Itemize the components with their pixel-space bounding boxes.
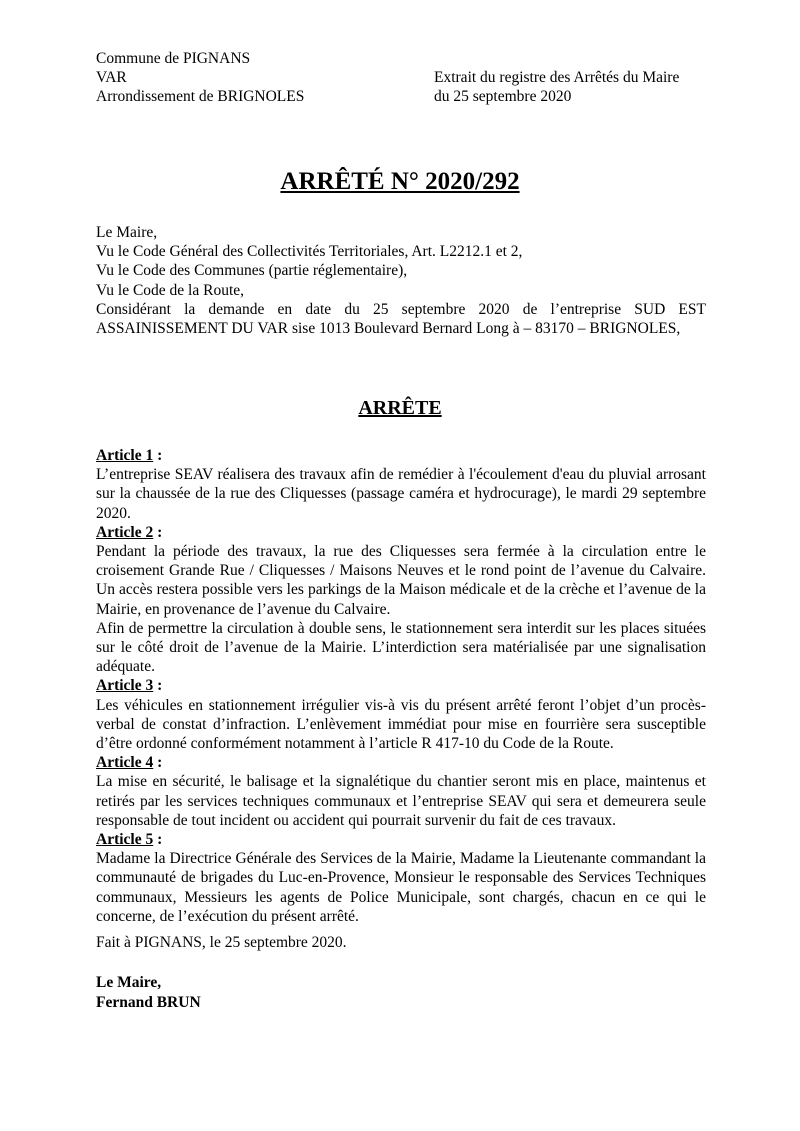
register-block xyxy=(434,68,679,106)
article-heading: Article 2 : xyxy=(96,523,163,541)
preamble-line: Vu le Code Général des Collectivités Territoriales, Art. L2212.1 et 2, xyxy=(96,243,523,261)
register-line: du 25 septembre 2020 xyxy=(434,88,572,105)
issuer-block xyxy=(96,49,304,106)
article-paragraph: La mise en sécurité, le balisage et la signalétique du chantier seront mis en place, maintenus et retirés par les services techniques communaux et l’entreprise SEAV qui sera et demeurera seule responsable de tout incident ou accident qui pourrait survenir du fait de ces travaux. xyxy=(96,773,706,829)
preamble-line: Considérant la demande en date du 25 septembre 2020 de l’entreprise SUD EST ASSAINISSEMENT DU VAR sise 1013 Boulevard Bernard Long à – 83170 – BRIGNOLES, xyxy=(96,300,706,338)
article-label: Article 2 xyxy=(96,523,154,541)
article-heading: Article 3 : xyxy=(96,677,163,695)
preamble-line: Le Maire, xyxy=(96,224,158,241)
article-label: Article 4 xyxy=(96,754,154,772)
signatory-name: Fernand BRUN xyxy=(96,993,201,1011)
article-label: Article 1 xyxy=(96,447,154,464)
article-label: Article 5 xyxy=(96,831,154,849)
article-paragraph: L’entreprise SEAV réalisera des travaux afin de remédier à l'écoulement d'eau du pluvial arrosant sur la chaussée de la rue des Cliquesses (passage caméra et hydrocurage), le mardi 29 septembre 2020. xyxy=(96,466,706,522)
decree-title: ARRÊTÉ N° 2020/292 xyxy=(280,168,520,195)
preamble-line: Vu le Code de la Route, xyxy=(96,281,245,299)
article-paragraph: Les véhicules en stationnement irrégulier vis-à vis du présent arrêté feront l’objet d’un procès-verbal de constat d’infraction. L’enlèvement immédiat pour mise en fourrière sera susceptible d’être ordonné conformément notamment à l’article R 417-10 du Code de la Route. xyxy=(96,696,706,753)
place-and-date: Fait à PIGNANS, le 25 septembre 2020. xyxy=(96,934,347,951)
article-paragraph: Afin de permettre la circulation à double sens, le stationnement sera interdit sur les places situées sur le côté droit de l’avenue de la Mairie. L’interdiction sera matérialisée par une signalisation adéquate. xyxy=(96,619,706,676)
signature-block xyxy=(96,973,201,1012)
preamble-line: Vu le Code des Communes (partie réglementaire), xyxy=(96,262,408,280)
issuer-line: VAR xyxy=(96,69,127,86)
article-paragraph: Pendant la période des travaux, la rue des Cliquesses sera fermée à la circulation entre le croisement Grande Rue / Cliquesses / Maisons Neuves et le rond point de l’avenue du Calvaire. Un accès restera possible vers les parkings de la Maison médicale et de la crèche et l’avenue de la Mairie, en provenance de l’avenue du Calvaire. xyxy=(96,543,706,618)
article-paragraph: Madame la Directrice Générale des Services de la Mairie, Madame la Lieutenante commandant la communauté de brigades du Luc-en-Provence, Monsieur le responsable des Services Techniques communaux, Messieurs les agents de Police Municipale, sont chargés, chacun en ce qui le concerne, de l’exécution du présent arrêté. xyxy=(96,850,706,925)
preamble xyxy=(96,223,706,338)
register-line: Extrait du registre des Arrêtés du Maire xyxy=(434,69,680,86)
article-heading: Article 4 : xyxy=(96,754,163,772)
issuer-line: Commune de PIGNANS xyxy=(96,50,251,67)
article-label: Article 3 xyxy=(96,677,154,695)
article-heading: Article 1 : xyxy=(96,447,163,464)
decision-heading: ARRÊTE xyxy=(358,397,442,419)
article-heading: Article 5 : xyxy=(96,831,163,849)
issuer-line: Arrondissement de BRIGNOLES xyxy=(96,88,305,105)
signatory-title: Le Maire, xyxy=(96,974,162,991)
articles xyxy=(96,446,706,926)
